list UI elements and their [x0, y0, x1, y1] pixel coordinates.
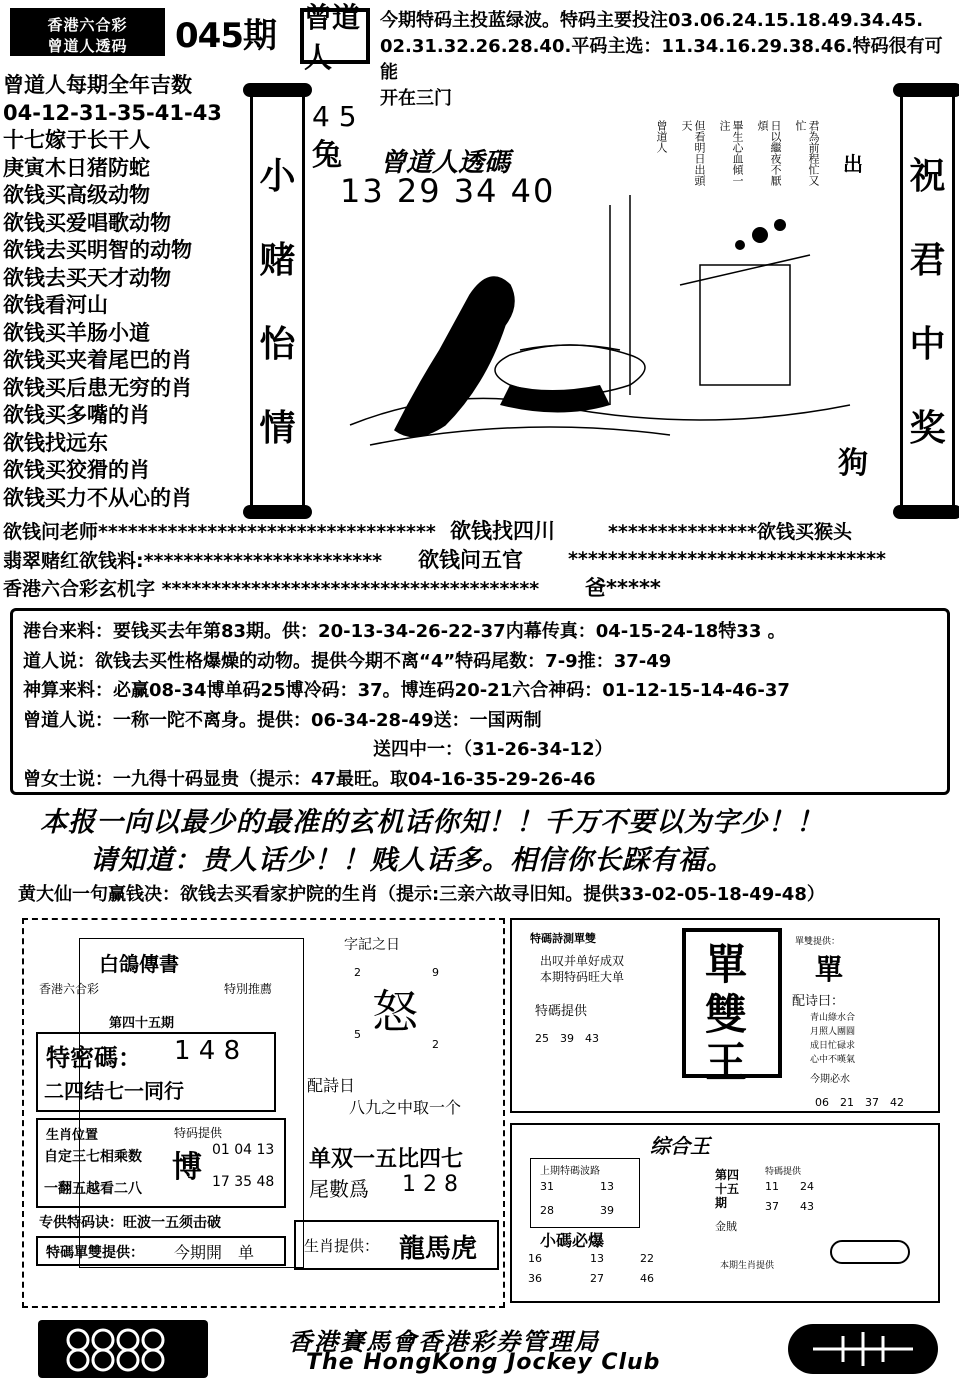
nu-char: 怒	[372, 985, 418, 1039]
list-item: 十七嫁于长干人	[3, 128, 150, 152]
ri-n2: 2	[354, 966, 361, 979]
line-2b: 欲钱问五官	[418, 548, 523, 572]
dsw-pei: 配诗曰：	[792, 994, 845, 1009]
sx-line1: 自定三七相乘数	[44, 1149, 142, 1165]
poem-line: 畢生心血傾一注	[718, 120, 744, 186]
line-1c: ***************欲钱买猴头	[608, 521, 853, 543]
picture-chu: 出	[843, 152, 863, 176]
baige-sub-left: 香港六合彩	[39, 982, 100, 996]
ri-label: 字記之日	[344, 937, 400, 953]
sx-line2: 一翻五越看二八	[44, 1181, 142, 1197]
scroll-char: 小	[259, 156, 296, 197]
scroll-char: 情	[259, 408, 296, 449]
line-3b: 爸*****	[585, 576, 661, 600]
dan-label: 特碼單雙提供：	[46, 1245, 144, 1261]
baige-phrase: 二四结七一同行	[44, 1079, 184, 1103]
footer	[38, 1320, 938, 1380]
zonghe-tm: 特碼提供	[765, 1167, 802, 1177]
baige-sub-right: 特別推薦	[224, 982, 273, 996]
scroll-left	[250, 92, 305, 510]
tm-nums-row1: 01 04 13	[212, 1142, 275, 1158]
top-line-2: 02.31.32.26.28.40.平码主选：11.34.16.29.38.46.特码很有可能	[380, 36, 943, 83]
zonghe-logo-oval	[830, 1240, 910, 1264]
ri-n9: 9	[432, 966, 439, 979]
scroll-left-text	[253, 135, 302, 471]
footer-cn-name: 香港賽馬會香港彩券管理局	[288, 1327, 600, 1356]
dsw-pei-line: 成日忙碌求	[810, 1041, 856, 1051]
xiao-num: 16	[528, 1252, 542, 1265]
pei-label: 配詩日	[307, 1076, 356, 1095]
picture-dog: 狗	[838, 446, 868, 481]
info-row: 送四中一：（31-26-34-12）	[373, 739, 613, 760]
line-2c: ********************************	[568, 548, 886, 570]
picture-poem	[620, 120, 820, 195]
dsw-nums2: 06 21 37 42	[815, 1096, 904, 1109]
scroll-char: 君	[909, 240, 946, 281]
list-item: 欲钱看河山	[3, 293, 108, 317]
list-item: 欲钱找远东	[3, 430, 108, 455]
lottery-logo-icon	[788, 1324, 938, 1374]
dsw-char1: 單	[705, 940, 748, 989]
header-logo	[10, 8, 165, 56]
xiao-num: 27	[590, 1272, 604, 1285]
picture-animal: 兔	[312, 138, 342, 173]
dsw-right-label: 單雙提供：	[795, 937, 841, 947]
logo-line1: 香港六合彩	[47, 16, 128, 34]
zonghe-tm-num: 24	[800, 1180, 814, 1193]
info-row: 道人说：欲钱去买性格爆燥的动物。提供今期不离“4”特码尾数：7-9推：37-49	[23, 650, 672, 672]
dsw-nums1: 25 39 43	[535, 1032, 599, 1045]
line-1a: 欲钱问老师**********************************	[3, 521, 436, 543]
wei-val: 1 2 8	[402, 1172, 458, 1197]
te-label: 特密碼：	[46, 1044, 142, 1072]
tm-nums-row2: 17 35 48	[212, 1174, 275, 1190]
xiao-num: 46	[640, 1272, 654, 1285]
dsw-jin: 今期必水	[810, 1074, 850, 1085]
list-item: 欲钱去买天才动物	[3, 265, 171, 290]
list-item: 庚寅木日猪防蛇	[3, 155, 150, 180]
list-item: 欲钱买狡猾的肖	[3, 458, 150, 482]
footer-en-name: The HongKong Jockey Club	[306, 1350, 661, 1375]
sx-title: 生肖位置	[46, 1128, 99, 1143]
list-item: 欲钱买爱唱歌动物	[3, 210, 171, 235]
list-item: 欲钱买后患无穷的肖	[3, 375, 192, 400]
dsw-pei-line: 心中不嘆氣	[810, 1055, 856, 1065]
line-1b: 欲钱找四川	[450, 519, 555, 543]
list-item: 欲钱买多嘴的肖	[3, 403, 150, 427]
list-item: 曾道人每期全年吉数	[3, 73, 192, 97]
tm-title: 特码提供	[174, 1126, 223, 1140]
dao-logo: 曾道人	[300, 8, 370, 64]
dsw-tmtg: 特碼提供	[535, 1004, 588, 1019]
scroll-char: 怡	[259, 324, 296, 365]
top-line-3: 开在三门	[380, 88, 452, 109]
scroll-char: 中	[909, 324, 946, 365]
pei-text: 八九之中取一个	[349, 1098, 462, 1117]
baige-title: 白鴿傳書	[99, 952, 179, 976]
bo-char: 博	[172, 1150, 202, 1185]
scroll-rod-bottom	[893, 505, 959, 519]
line-3a: 香港六合彩玄机字 **************************************	[3, 578, 540, 600]
te-nums: 1 4 8	[174, 1036, 241, 1066]
scroll-char: 奖	[909, 408, 946, 449]
zonghe-title: 综合王	[650, 1134, 710, 1158]
scroll-char: 祝	[909, 156, 946, 197]
logo-line2: 曾道人透码	[47, 37, 128, 55]
list-item: 欲钱买力不从心的肖	[3, 485, 192, 510]
zonghe-last: 上期特碼波路	[540, 1166, 600, 1177]
dsw-poem-title: 特碼詩測單雙	[530, 932, 596, 945]
xiao-num: 36	[528, 1272, 542, 1285]
poem-line: 日以繼夜不厭煩	[756, 120, 782, 186]
zonghe-grid-cell: 28	[540, 1204, 554, 1217]
picture-top-number: 4 5	[312, 100, 357, 133]
list-item: 欲钱去买明智的动物	[3, 238, 192, 262]
poem-line: 君為前程忙又忙	[794, 120, 820, 186]
panel-danshuang	[510, 918, 940, 1308]
huang-line: 黄大仙一句赢钱决：欲钱去买看家护院的生肖（提示:三亲六故寻旧知。提供33-02-05-18-49-48）	[18, 884, 825, 905]
zonghe-tm-num: 37	[765, 1200, 779, 1213]
list-item: 欲钱买高级动物	[3, 183, 150, 207]
list-item: 欲钱买夹着尾巴的肖	[3, 348, 192, 372]
zonghe-tm-num: 43	[800, 1200, 814, 1213]
zonghe-grid-cell: 31	[540, 1180, 554, 1193]
list-item: 04-12-31-35-41-43	[3, 100, 222, 125]
ri-n2b: 2	[432, 1038, 439, 1051]
baige-period: 第四十五期	[109, 1016, 175, 1031]
poem-line: 但看明日出頭天	[680, 120, 706, 186]
ri-n5: 5	[354, 1028, 361, 1041]
left-hint-list	[3, 72, 253, 512]
sx-animals: 龍馬虎	[399, 1234, 478, 1264]
scroll-char: 赌	[259, 240, 296, 281]
dsw-pei-line: 月照人團圓	[810, 1027, 856, 1037]
zonghe-jin-label: 金賊	[715, 1220, 737, 1233]
list-item: 欲钱买羊肠小道	[3, 320, 150, 345]
issue-number: 045期	[175, 16, 276, 56]
picture-title: 曾道人透碼	[380, 148, 511, 178]
scroll-right	[900, 92, 955, 510]
dan-val: 今期開 单	[174, 1243, 255, 1262]
zonghe-grid-cell: 39	[600, 1204, 614, 1217]
zonghe-tm-num: 11	[765, 1180, 779, 1193]
zonghe-bq: 本期生肖提供	[720, 1261, 775, 1271]
info-row: 港台来料：要钱买去年第83期。供：20-13-34-26-22-37内幕传真：04-15-24-18特33 。	[23, 621, 786, 642]
zonghe-period: 第四十五期	[715, 1168, 740, 1210]
dans-line: 单双一五比四七	[309, 1147, 464, 1172]
xiao-num: 22	[640, 1252, 654, 1265]
dsw-char3: 王	[705, 1038, 748, 1087]
dsw-right-big: 單	[815, 953, 844, 986]
info-box	[10, 608, 950, 795]
xiao-title: 小碼必爆	[540, 1231, 605, 1250]
dsw-poem1: 出叹并单好成双	[540, 954, 625, 968]
jockey-club-logo-icon	[38, 1320, 208, 1378]
scroll-right-text	[903, 135, 952, 471]
info-row: 曾道人说：一称一陀不离身。提供：06-34-28-49送：一国两制	[23, 709, 542, 731]
zonghe-grid-cell: 13	[600, 1180, 614, 1193]
dsw-pei-line: 青山綠水合	[810, 1013, 856, 1023]
scroll-rod-top	[243, 83, 312, 97]
info-row: 曾女士说：一九得十码显贵（提示：47最旺。取04-16-35-29-26-46	[23, 768, 596, 790]
xiao-num: 13	[590, 1252, 604, 1265]
sx-tigong-label: 生肖提供：	[304, 1237, 380, 1255]
zhuan-line: 专供特码诀：旺波一五须击破	[39, 1215, 221, 1231]
scroll-rod-top	[893, 83, 959, 97]
poem-signature: 曾道人	[655, 120, 668, 153]
picture-numbers: 13 29 34 40	[340, 172, 556, 210]
big-call-line1: 本报一向以最少的最准的玄机话你知！！千万不要以为字少！！	[40, 807, 824, 838]
top-line-1: 今期特码主投蓝绿波。特码主要投注03.06.24.15.18.49.34.45.	[380, 10, 924, 31]
line-2a: 翡翠赌红欲钱料:************************	[3, 550, 383, 572]
info-row: 神算来料：必赢08-34博单码25博冷码：37。博连码20-21六合神码：01-12-15-14-46-37	[23, 680, 790, 701]
wei-label: 尾數爲	[309, 1177, 369, 1201]
dsw-char2: 雙	[705, 990, 748, 1039]
panel-baige	[22, 918, 505, 1308]
dsw-poem2: 本期特码旺大单	[540, 970, 625, 984]
big-call-line2: 请知道：贵人话少！！贱人话多。相信你长踩有福。	[90, 845, 734, 876]
